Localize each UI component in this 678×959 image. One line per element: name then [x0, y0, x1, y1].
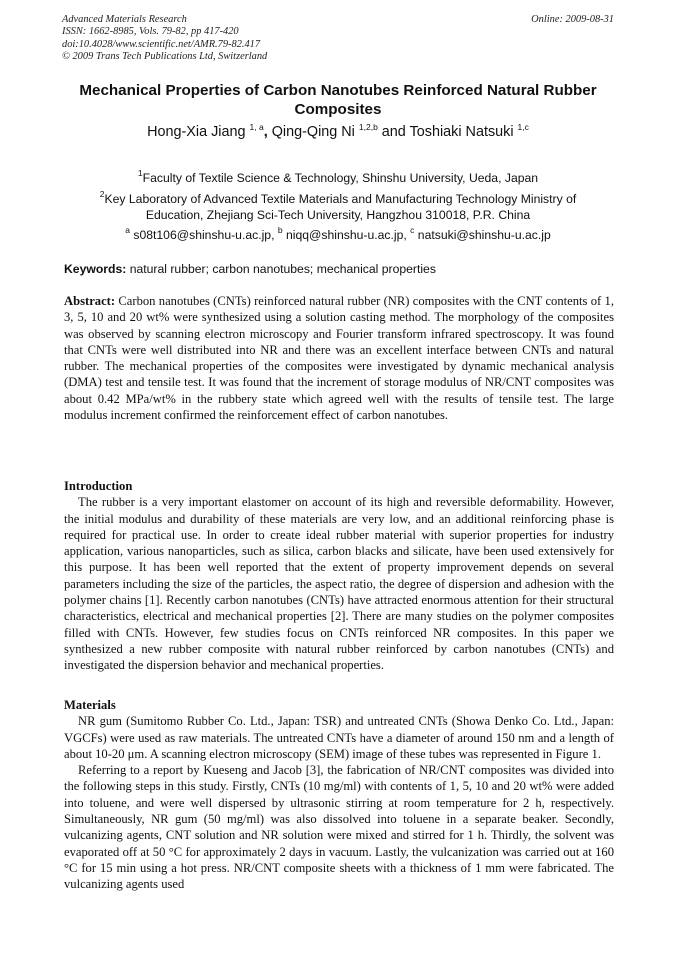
- section-heading: Introduction: [64, 479, 133, 493]
- author-separator: ,: [263, 124, 268, 140]
- affiliation-text: Key Laboratory of Advanced Textile Materials and Manufacturing Technology Ministry of: [104, 192, 577, 206]
- online-date: Online: 2009-08-31: [531, 14, 614, 25]
- email-address: niqq@shinshu-u.ac.jp,: [285, 228, 407, 242]
- journal-header: [62, 14, 267, 64]
- abstract-text: Carbon nanotubes (CNTs) reinforced natural rubber (NR) composites with the CNT contents of 1, 3, 5, 10 and 20 wt% were synthesized using a solution casting method. The morphology of the composites was observed by scanning electron microscopy and Fourier transform infrared spectroscopy. It was found that CNTs were well distributed into NR and there was an excellent interface between CNTs and natural rubber. The mechanical properties of the composites were investigated by dynamic mechanical analysis (DMA) test and tensile test. It was found that the increment of storage modulus of NR/CNT composites was about 0.42 MPa/wt% in the rubbery state which agreed well with the results of tensile test. The large modulus increment confirmed the reinforcement effect of carbon nanotubes.: [64, 294, 614, 423]
- abstract-label: Abstract:: [64, 294, 116, 308]
- affiliation-2: [62, 191, 614, 223]
- introduction-paragraph: The rubber is a very important elastomer on account of its high and reversible deformability. However, the initial modulus and durability of these materials are very low, and an additional reinforcing phase is required for practical use. In order to create ideal rubber material with superior properties for industry application, various nanoparticles, such as silica, carbon blacks and silicate, have been used extensively for this purpose. It has been well reported that the extent of property improvement depends on several parameters including the size of the particles, the aspect ratio, the degree of dispersion and adhesion with the polymer chains [1]. Recently carbon nanotubes (CNTs) have attracted enormous attention for their structural characteristics, electrical and mechanical properties [2]. There are many studies on the polymer composites filled with CNTs. However, few studies focus on CNTs reinforced NR composites. In this paper we synthesized a new rubber composite with natural rubber reinforced by carbon nanotubes (CNTs) and investigated the dispersion behavior and mechanical properties.: [64, 495, 614, 673]
- issn-line: ISSN: 1662-8985, Vols. 79-82, pp 417-420: [62, 26, 239, 38]
- email-sup: c: [410, 225, 415, 235]
- author-sup: 1,2,b: [358, 122, 378, 132]
- email-line: [62, 227, 614, 243]
- journal-name: Advanced Materials Research: [62, 14, 187, 25]
- author-list: [62, 123, 614, 141]
- doi-line: doi:10.4028/www.scientific.net/AMR.79-82.417: [62, 38, 261, 50]
- keywords: [64, 261, 436, 277]
- author-name: Hong-Xia Jiang: [147, 124, 246, 140]
- affiliation-1: [62, 170, 614, 186]
- abstract: [64, 293, 614, 423]
- materials-paragraph-1: NR gum (Sumitomo Rubber Co. Ltd., Japan: TSR) and untreated CNTs (Showa Denko Co. Ltd., Japan: VGCFs) were used as raw materials. The untreated CNTs have a diameter of around 150 nm and a length of about 10-20 μm. A scanning electron microscopy (SEM) image of these tubes was represented in Figure 1.: [64, 714, 614, 761]
- email-sup: b: [277, 225, 283, 235]
- materials-section: [64, 697, 614, 893]
- affiliation-sup: 1: [137, 168, 143, 178]
- affiliation-sup: 2: [99, 189, 105, 199]
- email-sup: a: [125, 225, 130, 235]
- keywords-label: Keywords:: [64, 262, 127, 276]
- author-sup: 1,c: [517, 122, 529, 132]
- introduction-section: [64, 478, 614, 674]
- keywords-text: natural rubber; carbon nanotubes; mechanical properties: [129, 262, 436, 276]
- copyright-line: © 2009 Trans Tech Publications Ltd, Switzerland: [62, 51, 268, 63]
- affiliation-text: Education, Zhejiang Sci-Tech University, Hangzhou 310018, P.R. China: [145, 208, 531, 222]
- author-name: Qing-Qing Ni: [271, 124, 355, 140]
- author-separator: and: [381, 124, 406, 140]
- materials-paragraph-2: Referring to a report by Kueseng and Jacob [3], the fabrication of NR/CNT composites was divided into the following steps in this study. Firstly, CNTs (10 mg/ml) with contents of 1, 5, 10 and 20 wt% were added into toluene, and were well dispersed by ultrasonic stirring at room temperature for 2 h, respectively. Simultaneously, NR gum (50 mg/ml) was also dissolved into toluene in a separate beaker. Secondly, vulcanizing agents, CNT solution and NR solution were mixed and stirred for 1 h. Thirdly, the solvent was evaporated off at 50 °C for approximately 2 days in vacuum. Lastly, the vulcanization was carried out at 160 °C for 15 min using a hot press. NR/CNT composite sheets with a thickness of 1 mm were fabricated. The vulcanizing agents used: [64, 763, 614, 892]
- email-address: s08t106@shinshu-u.ac.jp,: [133, 228, 275, 242]
- author-name: Toshiaki Natsuki: [409, 124, 514, 140]
- paper-title: Mechanical Properties of Carbon Nanotubes Reinforced Natural Rubber Composites: [79, 82, 597, 118]
- affiliation-text: Faculty of Textile Science & Technology, Shinshu University, Ueda, Japan: [142, 171, 539, 185]
- section-heading: Materials: [64, 698, 116, 712]
- email-address: natsuki@shinshu-u.ac.jp: [417, 228, 551, 242]
- author-sup: 1, a: [249, 122, 264, 132]
